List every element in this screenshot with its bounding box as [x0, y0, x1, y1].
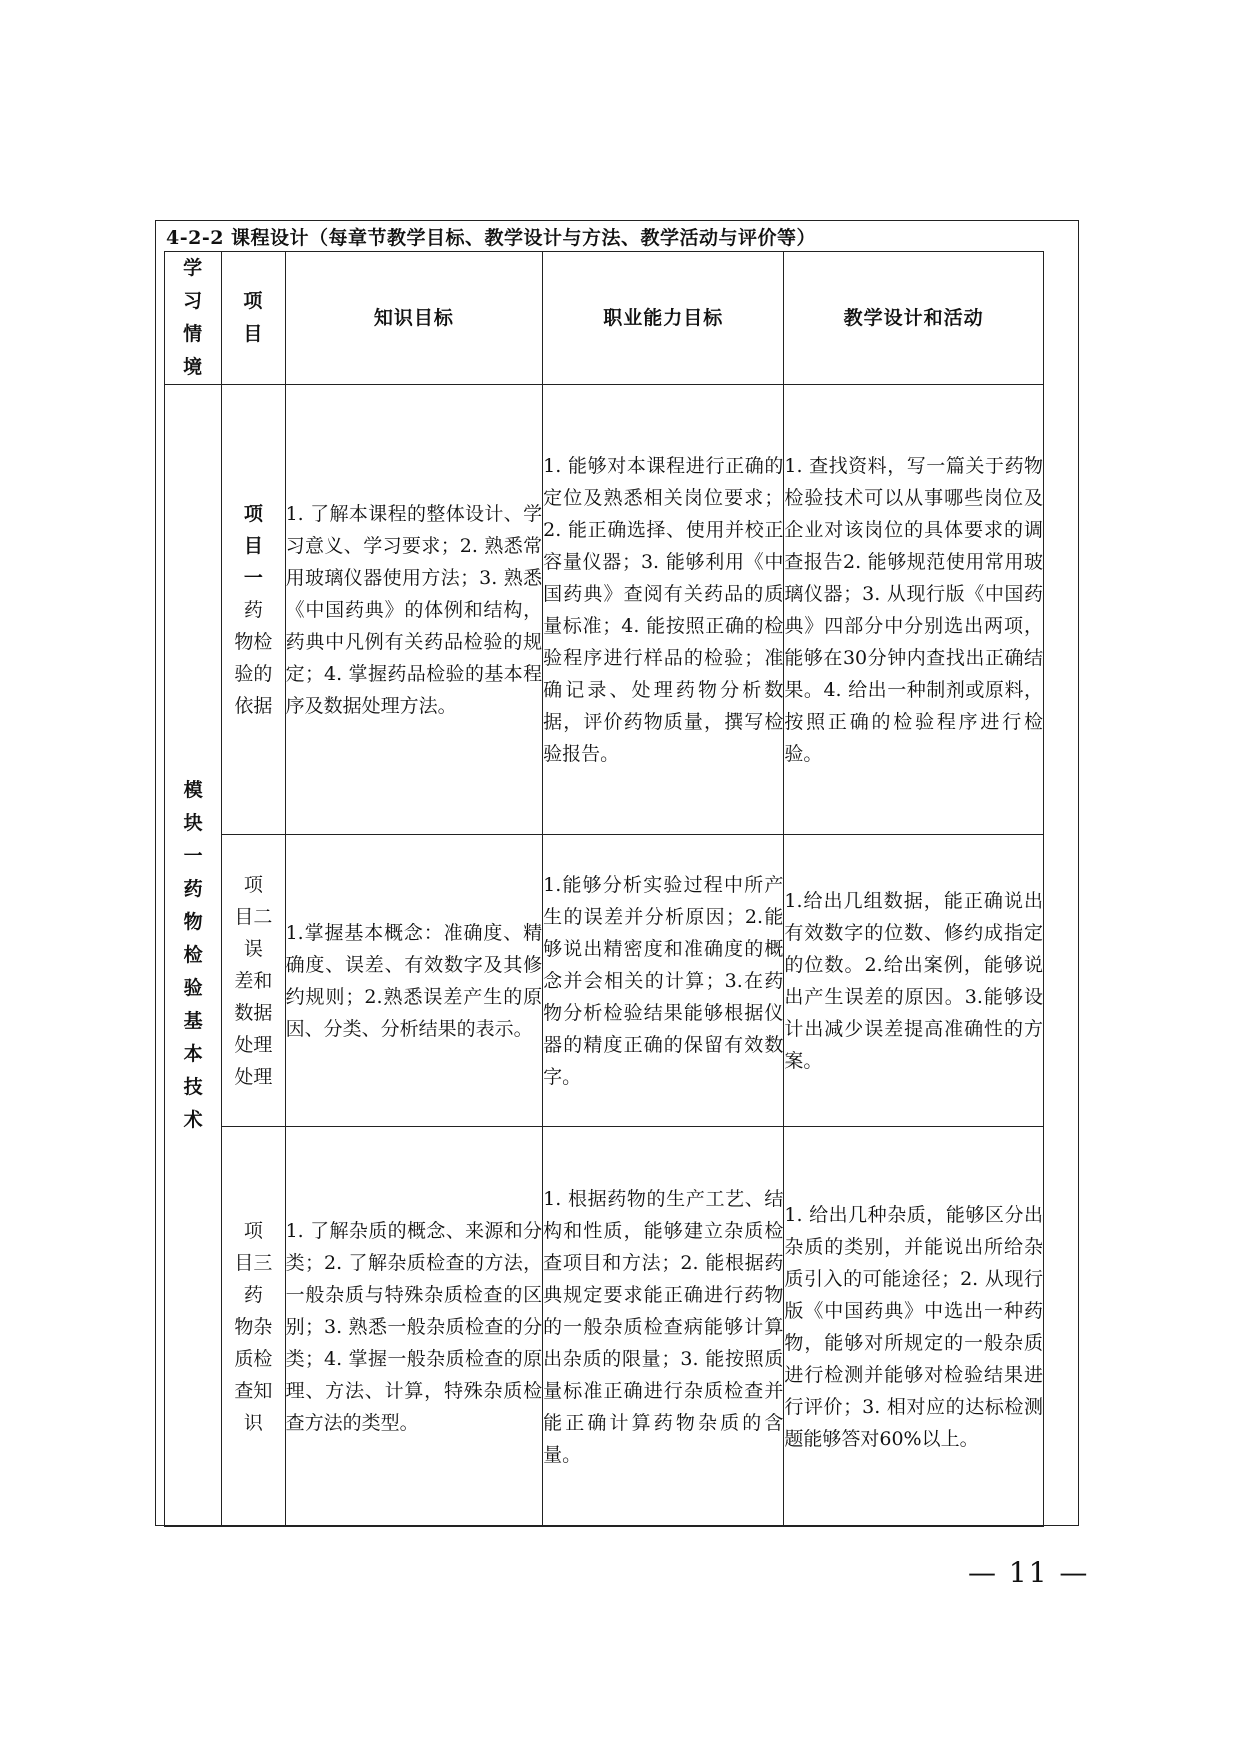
- course-design-frame: [155, 220, 1079, 1526]
- header-project: 项 目: [222, 252, 285, 385]
- section-title: 4-2-2 课程设计（每章节教学目标、教学设计与方法、教学活动与评价等）: [166, 227, 817, 249]
- project-three-cell: 项 目三 药 物杂 质检 查知 识: [222, 1127, 285, 1527]
- project-one-cell: 项 目 一 药 物检 验的 依据: [222, 385, 285, 835]
- table-row: [165, 835, 1044, 1127]
- header-ability-goal: 职业能力目标: [543, 252, 784, 385]
- page-number: — 11 —: [968, 1556, 1090, 1589]
- table-header-row: [165, 252, 1044, 385]
- knowledge-goal-cell: 1. 了解杂质的概念、来源和分类；2. 了解杂质检查的方法，一般杂质与特殊杂质检查的区别；3. 熟悉一般杂质检查的分类；4. 掌握一般杂质检查的原理、方法、计算，特殊杂质检查方法的类型。: [285, 1127, 543, 1527]
- ability-goal-cell: 1. 根据药物的生产工艺、结构和性质，能够建立杂质检查项目和方法；2. 能根据药典规定要求能正确进行药物的一般杂质检查病能够计算出杂质的限量；3. 能按照质量标准正确进行杂质检查并能正确计算药物杂质的含量。: [543, 1127, 784, 1527]
- header-knowledge-goal: 知识目标: [285, 252, 543, 385]
- ability-goal-cell: 1. 能够对本课程进行正确的定位及熟悉相关岗位要求；2. 能正确选择、使用并校正容量仪器；3. 能够利用《中国药典》查阅有关药品的质量标准；4. 能按照正确的检验程序进行样品的检验；准确记录、处理药物分析数据，评价药物质量，撰写检验报告。: [543, 385, 784, 835]
- course-design-table: [164, 251, 1044, 1527]
- knowledge-goal-cell: 1. 了解本课程的整体设计、学习意义、学习要求；2. 熟悉常用玻璃仪器使用方法；3. 熟悉《中国药典》的体例和结构，药典中凡例有关药品检验的规定；4. 掌握药品检验的基本程序及数据处理方法。: [285, 385, 543, 835]
- knowledge-goal-cell: 1.掌握基本概念：准确度、精确度、误差、有效数字及其修约规则；2.熟悉误差产生的原因、分类、分析结果的表示。: [285, 835, 543, 1127]
- project-two-cell: 项 目二 误 差和 数据 处理 处理: [222, 835, 285, 1127]
- ability-goal-cell: 1.能够分析实验过程中所产生的误差并分析原因；2.能够说出精密度和准确度的概念并会相关的计算；3.在药物分析检验结果能够根据仪器的精度正确的保留有效数字。: [543, 835, 784, 1127]
- teaching-activity-cell: 1. 给出几种杂质，能够区分出杂质的类别，并能说出所给杂质引入的可能途径；2. 从现行版《中国药典》中选出一种药物，能够对所规定的一般杂质进行检测并能够对检验结果进行评价；3. 相对应的达标检测题能够答对60%以上。: [784, 1127, 1044, 1527]
- table-row: [165, 385, 1044, 835]
- teaching-activity-cell: 1.给出几组数据，能正确说出有效数字的位数、修约成指定的位数。2.给出案例，能够说出产生误差的原因。3.能够设计出减少误差提高准确性的方案。: [784, 835, 1044, 1127]
- teaching-activity-cell: 1. 查找资料，写一篇关于药物检验技术可以从事哪些岗位及企业对该岗位的具体要求的调查报告2. 能够规范使用常用玻璃仪器；3. 从现行版《中国药典》四部分中分别选出两项，能够在30分钟内查找出正确结果。4. 给出一种制剂或原料，按照正确的检验程序进行检验。: [784, 385, 1044, 835]
- module-one-cell: 模 块 一 药 物 检 验 基 本 技 术: [165, 385, 222, 1527]
- table-row: [165, 1127, 1044, 1527]
- header-learning-context: 学 习 情 境: [165, 252, 222, 385]
- header-teaching-activity: 教学设计和活动: [784, 252, 1044, 385]
